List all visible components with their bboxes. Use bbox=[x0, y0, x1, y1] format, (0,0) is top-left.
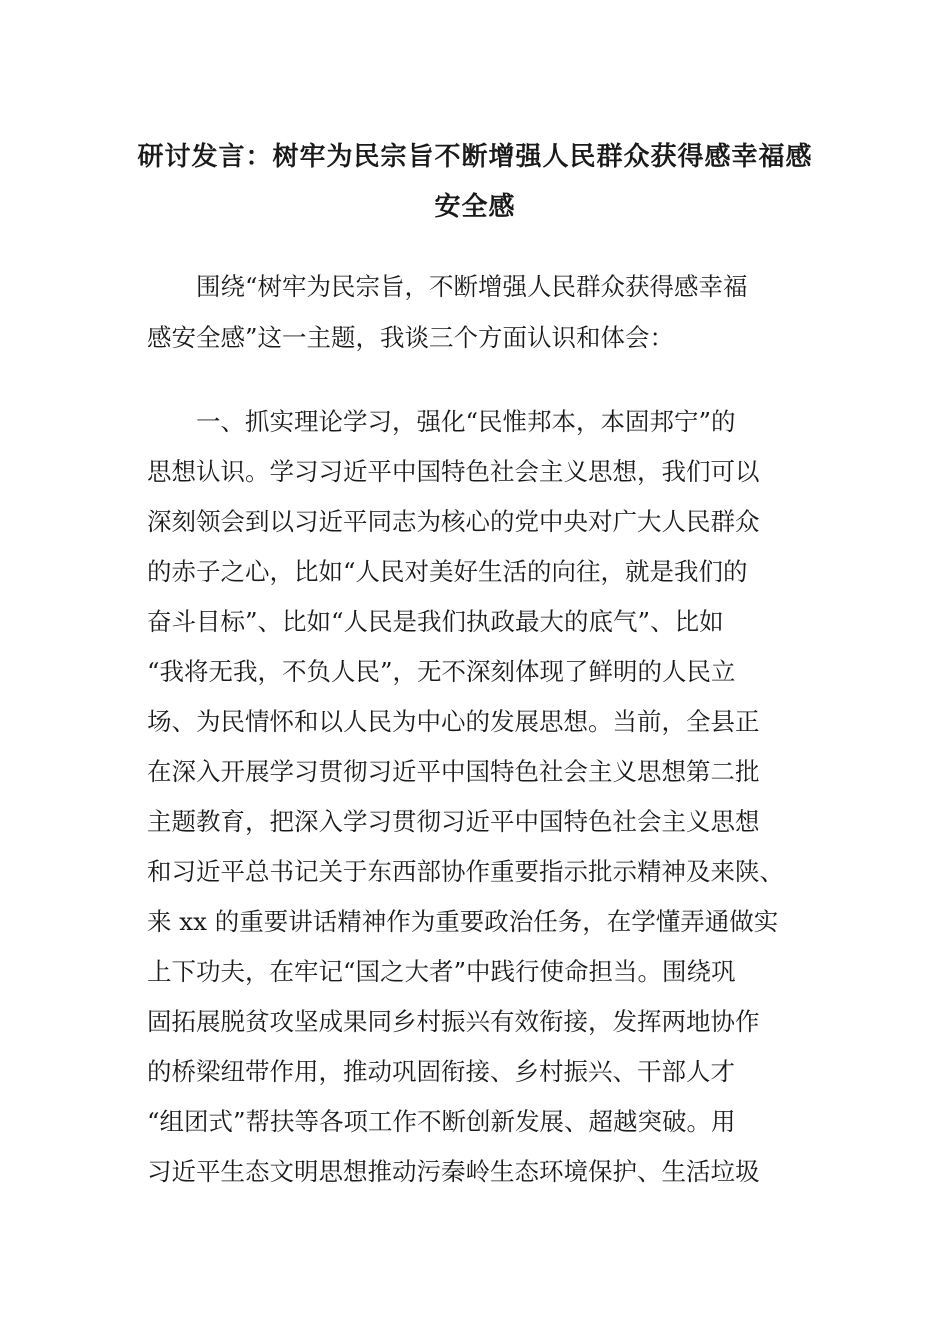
section1-line: 上下功夫，在牢记“国之大者”中践行使命担当。围绕巩 bbox=[147, 957, 736, 986]
section1-line: 奋斗目标”、比如“人民是我们执政最大的底气”、比如 bbox=[147, 607, 724, 636]
section1-line: 深刻领会到以习近平同志为核心的党中央对广大人民群众 bbox=[147, 507, 760, 536]
section1-line: 一、抓实理论学习，强化“民惟邦本，本固邦宁”的 bbox=[147, 407, 736, 436]
intro-line: 围绕“树牢为民宗旨，不断增强人民群众获得感幸福 bbox=[147, 272, 748, 301]
document-title-line-2: 安全感 bbox=[434, 192, 516, 222]
section1-line: 习近平生态文明思想推动污秦岭生态环境保护、生活垃圾 bbox=[147, 1157, 760, 1186]
section1-line: 主题教育，把深入学习贯彻习近平中国特色社会主义思想 bbox=[147, 807, 760, 836]
document-title-line-1: 研讨发言：树牢为民宗旨不断增强人民群众获得感幸福感 bbox=[137, 142, 813, 172]
section1-line: 和习近平总书记关于东西部协作重要指示批示精神及来陕、 bbox=[147, 857, 784, 886]
intro-line: 感安全感”这一主题，我谈三个方面认识和体会： bbox=[147, 323, 675, 352]
section1-line: 思想认识。学习习近平中国特色社会主义思想，我们可以 bbox=[147, 457, 760, 486]
section1-line: “我将无我，不负人民”，无不深刻体现了鲜明的人民立 bbox=[147, 657, 736, 686]
section1-line: “组团式”帮扶等各项工作不断创新发展、超越突破。用 bbox=[147, 1107, 736, 1136]
section1-line: 场、为民情怀和以人民为中心的发展思想。当前，全县正 bbox=[147, 707, 760, 736]
section1-line: 在深入开展学习贯彻习近平中国特色社会主义思想第二批 bbox=[147, 757, 760, 786]
section1-line: 的桥梁纽带作用，推动巩固衔接、乡村振兴、干部人才 bbox=[147, 1057, 735, 1086]
section1-line: 的赤子之心，比如“人民对美好生活的向往，就是我们的 bbox=[147, 557, 748, 586]
section1-line: 固拓展脱贫攻坚成果同乡村振兴有效衔接，发挥两地协作 bbox=[147, 1007, 760, 1036]
section1-line: 来 xx 的重要讲话精神作为重要政治任务，在学懂弄通做实 bbox=[147, 907, 779, 936]
